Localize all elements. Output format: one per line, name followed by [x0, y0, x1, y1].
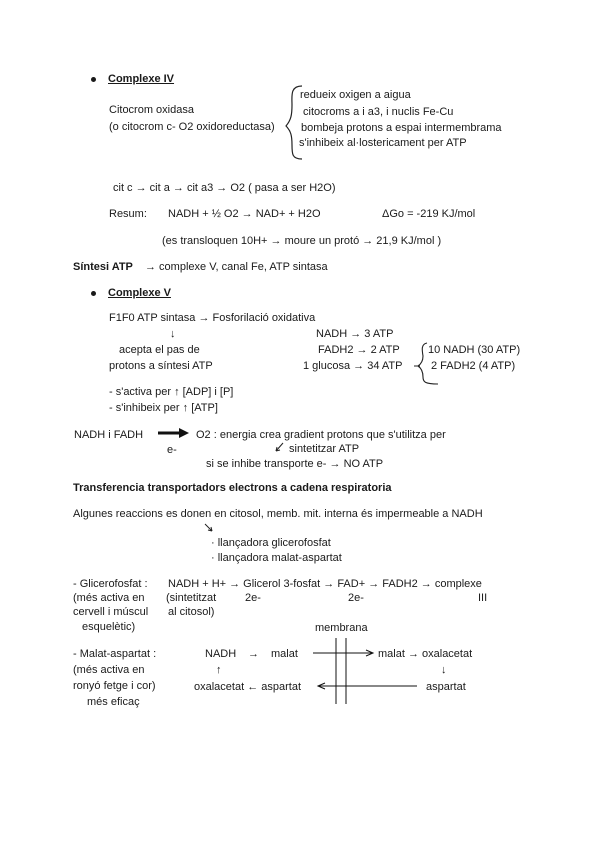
complexe-v-heading: Complexe V: [108, 287, 171, 299]
prop-4: s'inhibeix al·lostericament per ATP: [299, 137, 467, 149]
translocation: (es transloquen 10H+ → moure un protó → 21,9 KJ/mol ): [162, 235, 442, 247]
oxalacetat-aspartat: oxalacetat ← aspartat: [194, 681, 302, 693]
complexe-iii: III: [478, 592, 488, 604]
citocrom-oxidasa: Citocrom oxidasa: [109, 104, 194, 116]
fadh2-2: 2 FADH2 (4 ATP): [431, 360, 516, 372]
malat-label-4: més eficaç: [87, 696, 140, 708]
activa-line: - s'activa per ↑ [ADP] i [P]: [109, 386, 234, 398]
down-arrow: ↓: [170, 328, 176, 340]
malat-arrow: →: [248, 648, 259, 660]
curly-brace-small: [418, 343, 438, 384]
prop-1: redueix oxigen a aigua: [300, 89, 411, 101]
malat-nadh: NADH: [205, 648, 237, 660]
up-arrow: ↑: [216, 664, 222, 676]
glicerofosfat-label-2: (més activa en: [73, 592, 145, 604]
resum-equation: NADH + ½ O2 → NAD+ + H2O: [168, 208, 321, 220]
o2-energy-text: O2 : energia crea gradient protons que s'utilitza per: [196, 429, 446, 441]
citocrom-oxidoreductasa: (o citocrom c- O2 oxidoreductasa): [109, 121, 275, 133]
thick-arrow-head: [179, 428, 189, 438]
inhibeix-line: - s'inhibeix per ↑ [ATP]: [109, 402, 218, 414]
nadh-atp: NADH → 3 ATP: [316, 328, 394, 340]
glicerofosfat-label-1: - Glicerofosfat :: [73, 578, 148, 590]
two-electrons-1: 2e-: [245, 592, 261, 604]
glicerofosfat-label-4: esquelètic): [82, 621, 136, 633]
inhibe-transporte: si se inhibe transporte e- → NO ATP: [206, 458, 384, 470]
accept-line-2: protons a síntesi ATP: [109, 360, 213, 372]
llancadora-glicerofosfat: · llançadora glicerofosfat: [211, 537, 331, 549]
prop-2: citocroms a i a3, i nuclis Fe-Cu: [303, 106, 454, 118]
down-arrow: ↓: [441, 664, 447, 676]
sintesi-atp-label: Síntesi ATP: [73, 261, 133, 273]
llancadora-malat: · llançadora malat-aspartat: [211, 552, 342, 564]
membrana-label: membrana: [315, 622, 368, 634]
malat-label-3: ronyó fetge i cor): [73, 680, 156, 692]
malat-label-2: (més activa en: [73, 664, 145, 676]
malat-oxalacetat: malat → oxalacetat: [378, 648, 473, 660]
fadh2-atp: FADH2 → 2 ATP: [318, 344, 400, 356]
transferencia-intro: Algunes reaccions es donen en citosol, memb. mit. interna és impermeable a NADH: [73, 508, 483, 520]
sintesi-atp-text: → complexe V, canal Fe, ATP sintasa: [145, 261, 328, 273]
aspartat-right: aspartat: [426, 681, 466, 693]
glucosa-atp: 1 glucosa → 34 ATP: [303, 360, 403, 372]
atp-sintasa-line: F1F0 ATP sintasa → Fosforilació oxidativa: [109, 312, 316, 324]
malat-text: malat: [271, 648, 298, 660]
glicerofosfat-label-3: cervell i múscul: [73, 606, 149, 618]
transferencia-heading: Transferencia transportadors electrons a cadena respiratoria: [73, 482, 392, 494]
glicerofosfat-equation: NADH + H+ → Glicerol 3-fosfat → FAD+ → FADH2 → complexe: [168, 578, 482, 590]
cytochrome-chain: cit c → cit a → cit a3 → O2 ( pasa a ser H2O): [113, 182, 336, 194]
accept-line-1: acepta el pas de: [119, 344, 200, 356]
delta-g: ΔGo = -219 KJ/mol: [382, 208, 476, 220]
nadh-10: 10 NADH (30 ATP): [428, 344, 521, 356]
prop-3: bombeja protons a espai intermembrama: [301, 122, 502, 134]
resum-label: Resum:: [109, 208, 147, 220]
sintetitzat-1: (sintetitzat: [166, 592, 217, 604]
curly-brace-left: [286, 86, 302, 159]
sintetitzar-atp: sintetitzar ATP: [289, 443, 360, 455]
two-electrons-2: 2e-: [348, 592, 364, 604]
sintetitzat-2: al citosol): [168, 606, 215, 618]
e-minus-label: e-: [167, 444, 177, 456]
malat-label-1: - Malat-aspartat :: [73, 648, 157, 660]
nadh-fadh: NADH i FADH: [74, 429, 144, 441]
complexe-iv-heading: Complexe IV: [108, 73, 175, 85]
